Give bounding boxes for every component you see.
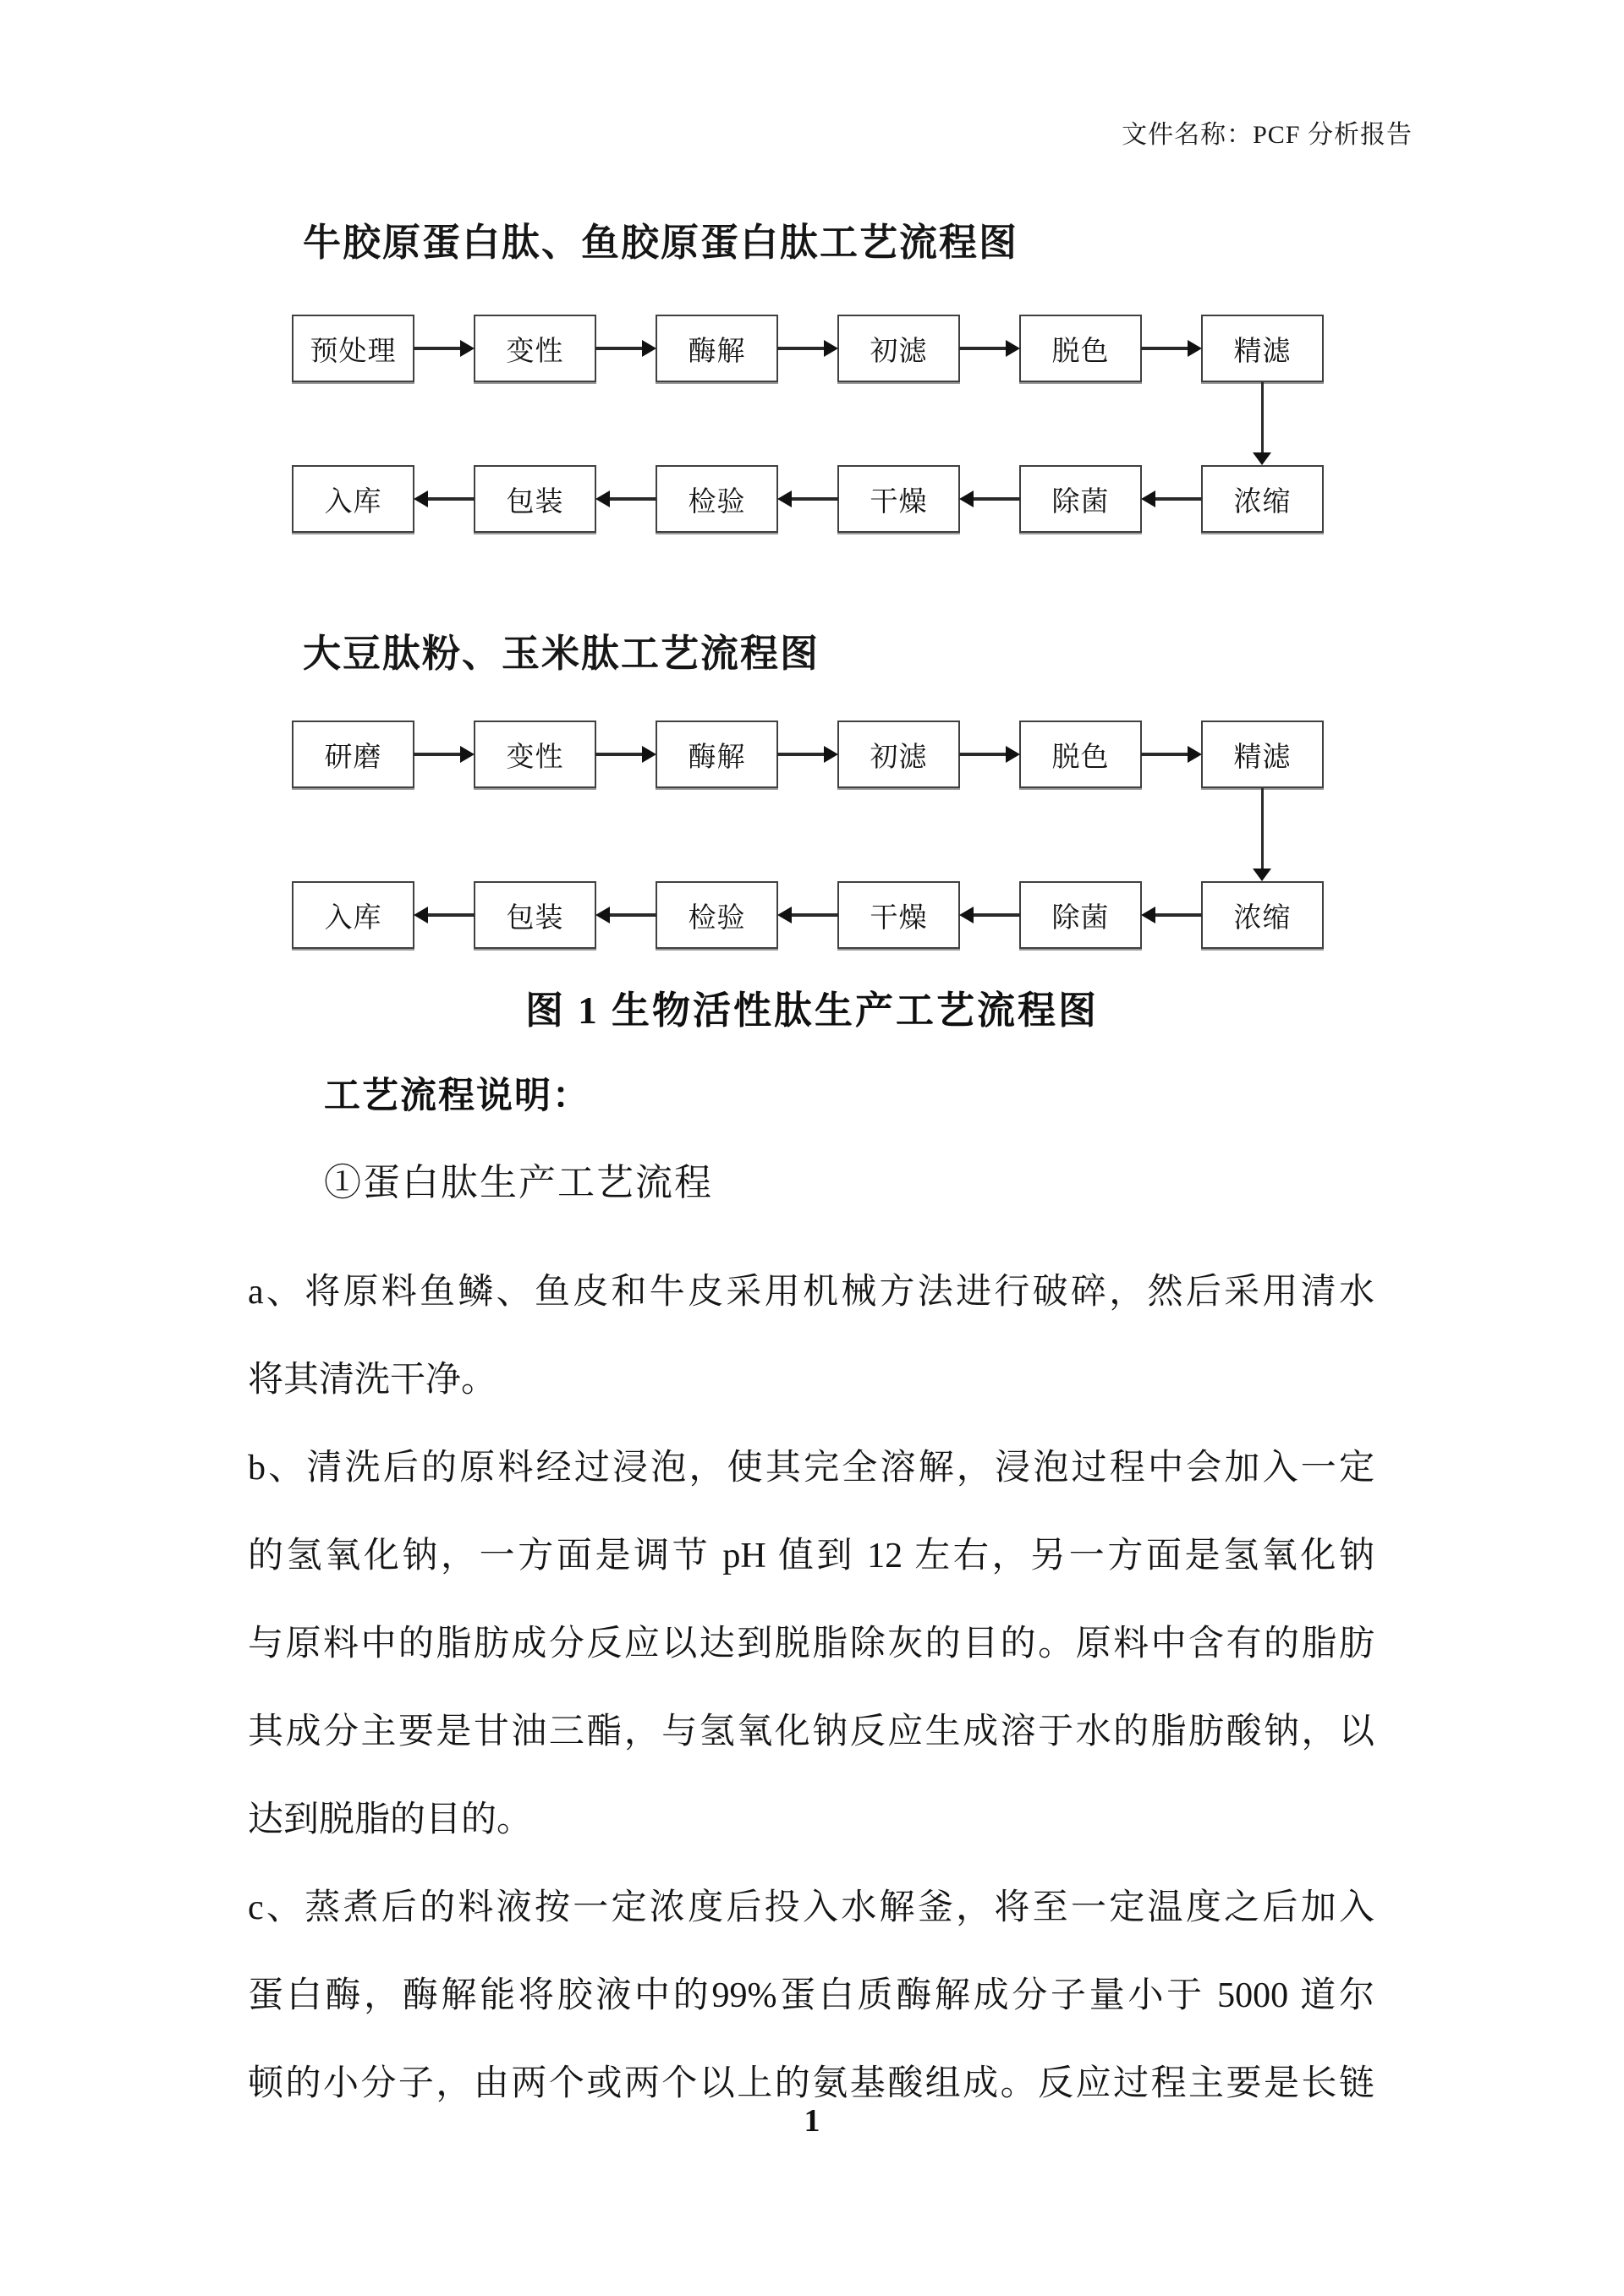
flow-step-box: 变性	[474, 315, 596, 382]
flow-step-box: 初滤	[837, 315, 960, 382]
arrow-right-icon	[596, 315, 656, 382]
flow-step-box: 包装	[474, 881, 596, 949]
down-arrow-icon	[1253, 869, 1271, 881]
flowchart1-return-row	[292, 465, 1324, 533]
flow-step-box: 除菌	[1019, 465, 1142, 533]
arrow-right-icon	[414, 721, 474, 788]
body-text-line: 达到脱脂的目的。	[248, 1800, 533, 1839]
arrow-left-icon	[414, 881, 474, 949]
flowchart2-forward-row	[292, 721, 1324, 788]
flow-step-box: 入库	[292, 465, 414, 533]
arrow-right-icon	[960, 721, 1019, 788]
arrow-right-icon	[1142, 721, 1201, 788]
flow-step-box: 精滤	[1201, 721, 1324, 788]
body-paragraphs	[248, 1248, 1374, 2128]
arrow-right-icon	[596, 721, 656, 788]
page-number: 1	[804, 2103, 820, 2139]
down-arrow-line	[1261, 788, 1264, 869]
arrow-left-icon	[414, 465, 474, 533]
body-text-line: b、清洗后的原料经过浸泡，使其完全溶解，浸泡过程中会加入一定	[248, 1449, 1374, 1488]
arrow-left-icon	[1142, 881, 1201, 949]
arrow-left-icon	[596, 465, 656, 533]
body-text-line: 蛋白酶，酶解能将胶液中的99%蛋白质酶解成分子量小于 5000 道尔	[248, 1976, 1374, 2015]
flow-step-box: 预处理	[292, 315, 414, 382]
flowchart1-title: 牛胶原蛋白肽、鱼胶原蛋白肽工艺流程图	[303, 221, 1019, 264]
arrow-left-icon	[596, 881, 656, 949]
arrow-right-icon	[1142, 315, 1201, 382]
flowchart2-title: 大豆肽粉、玉米肽工艺流程图	[303, 632, 820, 675]
flow-step-box: 除菌	[1019, 881, 1142, 949]
body-text-line: 与原料中的脂肪成分反应以达到脱脂除灰的目的。原料中含有的脂肪	[248, 1625, 1374, 1663]
flow-step-box: 初滤	[837, 721, 960, 788]
arrow-left-icon	[1142, 465, 1201, 533]
flow-step-box: 干燥	[837, 465, 960, 533]
arrow-left-icon	[960, 881, 1019, 949]
body-text-line: c、蒸煮后的料液按一定浓度后投入水解釜，将至一定温度之后加入	[248, 1888, 1374, 1927]
body-text-line: 顿的小分子，由两个或两个以上的氨基酸组成。反应过程主要是长链	[248, 2064, 1374, 2103]
arrow-right-icon	[778, 721, 837, 788]
figure-caption: 图 1 生物活性肽生产工艺流程图	[524, 989, 1099, 1032]
flow-step-box: 脱色	[1019, 315, 1142, 382]
flow-step-box: 浓缩	[1201, 881, 1324, 949]
flow-step-box: 入库	[292, 881, 414, 949]
arrow-left-icon	[778, 881, 837, 949]
down-arrow-line	[1261, 382, 1264, 452]
process-description-heading: 工艺流程说明：	[324, 1077, 590, 1116]
flow-step-box: 酶解	[656, 315, 778, 382]
body-text-line: 的氢氧化钠，一方面是调节 pH 值到 12 左右，另一方面是氢氧化钠	[248, 1537, 1374, 1575]
flow-step-box: 精滤	[1201, 315, 1324, 382]
flow-step-box: 变性	[474, 721, 596, 788]
flow-step-box: 浓缩	[1201, 465, 1324, 533]
arrow-right-icon	[778, 315, 837, 382]
flow-step-box: 脱色	[1019, 721, 1142, 788]
arrow-right-icon	[960, 315, 1019, 382]
body-text-line: a、将原料鱼鳞、鱼皮和牛皮采用机械方法进行破碎，然后采用清水	[248, 1273, 1374, 1312]
body-text-line: 其成分主要是甘油三酯，与氢氧化钠反应生成溶于水的脂肪酸钠，以	[248, 1712, 1374, 1751]
body-text-line: 将其清洗干净。	[248, 1361, 497, 1400]
flow-step-box: 酶解	[656, 721, 778, 788]
subsection-heading: ①蛋白肽生产工艺流程	[324, 1162, 713, 1203]
flow-step-box: 干燥	[837, 881, 960, 949]
arrow-left-icon	[778, 465, 837, 533]
down-arrow-icon	[1253, 452, 1271, 465]
flow-step-box: 检验	[656, 465, 778, 533]
flowchart1-forward-row	[292, 315, 1324, 382]
flow-step-box: 检验	[656, 881, 778, 949]
flowchart2-return-row	[292, 881, 1324, 949]
flow-step-box: 研磨	[292, 721, 414, 788]
arrow-right-icon	[414, 315, 474, 382]
document-header-label: 文件名称：PCF 分析报告	[1122, 121, 1413, 149]
flow-step-box: 包装	[474, 465, 596, 533]
arrow-left-icon	[960, 465, 1019, 533]
